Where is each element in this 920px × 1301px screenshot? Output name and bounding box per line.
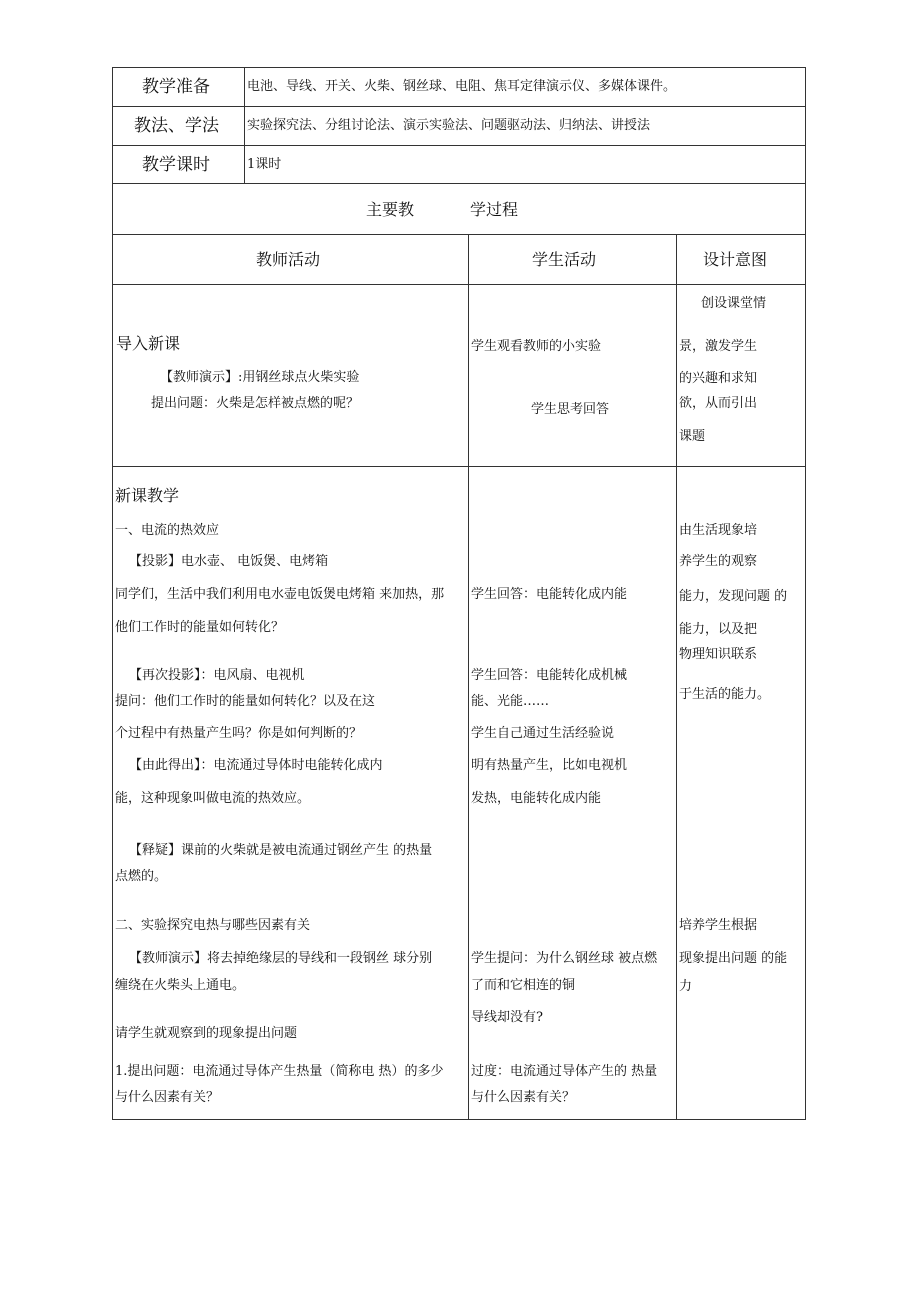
explain-line2: 点燃的。: [115, 869, 168, 884]
intent-b-line: 现象提出问题 的能: [679, 951, 788, 966]
table-border-top: [112, 67, 806, 68]
student-question-d1: 学生提问：为什么钢丝球 被点燃: [471, 951, 658, 966]
paragraph1-line2: 他们工作时的能量如何转化？: [115, 620, 285, 635]
conclude-line1: 【由此得出】：电流通过导体时电能转化成内: [129, 758, 383, 773]
process-title-part2: 学过程: [470, 200, 519, 219]
row-divider: [112, 284, 806, 285]
design-intent-header: 设计意图: [703, 250, 768, 269]
ask-line1: 提问：他们工作时的能量如何转化？以及在这: [115, 694, 376, 709]
student-answer-c2: 明有热量产生，比如电视机: [471, 758, 628, 773]
table-border-left: [112, 67, 113, 1120]
row-divider: [112, 106, 806, 107]
intro-student-1: 学生观看教师的小实验: [471, 339, 602, 354]
new-lesson-heading: 新课教学: [115, 486, 180, 505]
conclude-line2: 能，这种现象叫做电流的热效应。: [115, 791, 311, 806]
method-value: 实验探究法、分组讨论法、演示实验法、问题驱动法、归纳法、讲授法: [247, 118, 651, 133]
projection2-line: 【再次投影】：电风扇、电视机: [129, 668, 305, 683]
intro-heading: 导入新课: [116, 334, 181, 353]
teacher-col-divider: [468, 234, 469, 1120]
row-divider: [112, 234, 806, 235]
student-activity-header: 学生活动: [532, 250, 597, 269]
intro-intent-line: 的兴趣和求知: [679, 371, 758, 386]
hours-value: 1课时: [247, 157, 282, 172]
intro-intent-line: 景，激发学生: [679, 339, 758, 354]
label-col-divider: [244, 67, 245, 184]
hours-label: 教学课时: [142, 155, 210, 175]
intent-a-line: 于生活的能力。: [679, 687, 771, 702]
intent-a-line: 养学生的观察: [679, 554, 758, 569]
question1-line2: 与什么因素有关？: [115, 1090, 220, 1105]
prep-label: 教学准备: [142, 77, 210, 97]
intent-b-line: 培养学生根据: [679, 918, 758, 933]
intent-a-line: 能力，以及把: [679, 622, 758, 637]
row-divider: [112, 183, 806, 184]
student-col-divider: [676, 234, 677, 1120]
method-label: 教法、学法: [134, 116, 219, 136]
section1-title: 一、电流的热效应: [115, 523, 220, 538]
explain-line1: 【释疑】课前的火柴就是被电流通过钢丝产生 的热量: [129, 843, 433, 858]
student-question-d3: 导线却没有?: [471, 1010, 543, 1025]
process-title-part1: 主要教: [366, 200, 415, 219]
projection-line: 【投影】电水壶、 电饭煲、电烤箱: [129, 554, 329, 569]
intro-student-2: 学生思考回答: [531, 402, 610, 417]
question1-line1: 1.提出问题：电流通过导体产生热量（简称电 热）的多少: [115, 1064, 444, 1079]
paragraph1-line1: 同学们，生活中我们利用电水壶电饭煲电烤箱 来加热，那: [115, 587, 445, 602]
student-answer-b1: 学生回答：电能转化成机械: [471, 668, 628, 683]
observe-line: 请学生就观察到的现象提出问题: [115, 1026, 298, 1041]
student-transition-e1: 过度：电流通过导体产生的 热量: [471, 1064, 658, 1079]
intro-intent-line: 课题: [679, 429, 706, 444]
intent-b-line: 力: [679, 979, 693, 994]
table-border-right: [805, 67, 806, 1120]
ask-line2: 个过程中有热量产生吗？你是如何判断的？: [115, 726, 363, 741]
student-answer-c1: 学生自己通过生活经验说: [471, 726, 615, 741]
student-answer-b2: 能、光能……: [471, 694, 550, 709]
row-divider: [112, 466, 806, 467]
intent-a-line: 能力，发现问题 的: [679, 589, 788, 604]
intro-intent-line: 创设课堂情: [701, 296, 767, 311]
teacher-activity-header: 教师活动: [256, 250, 321, 269]
table-border-bottom: [112, 1119, 806, 1120]
prep-value: 电池、导线、开关、火柴、钢丝球、电阻、焦耳定律演示仪、多媒体课件。: [247, 79, 677, 94]
student-answer-a: 学生回答：电能转化成内能: [471, 587, 628, 602]
student-transition-e2: 与什么因素有关？: [471, 1090, 576, 1105]
intro-teacher-demo: 【教师演示】:用钢丝球点火柴实验: [160, 370, 360, 385]
student-question-d2: 了而和它相连的铜: [471, 978, 576, 993]
intent-a-line: 物理知识联系: [679, 647, 758, 662]
section2-title: 二、实验探究电热与哪些因素有关: [115, 918, 311, 933]
intro-question: 提出问题：火柴是怎样被点燃的呢？: [151, 396, 360, 411]
row-divider: [112, 145, 806, 146]
demo2-line2: 缠绕在火柴头上通电。: [115, 978, 246, 993]
student-answer-c3: 发热，电能转化成内能: [471, 791, 602, 806]
intro-intent-line: 欲，从而引出: [679, 396, 758, 411]
intent-a-line: 由生活现象培: [679, 523, 758, 538]
demo2-line1: 【教师演示】将去掉绝缘层的导线和一段钢丝 球分别: [129, 951, 433, 966]
